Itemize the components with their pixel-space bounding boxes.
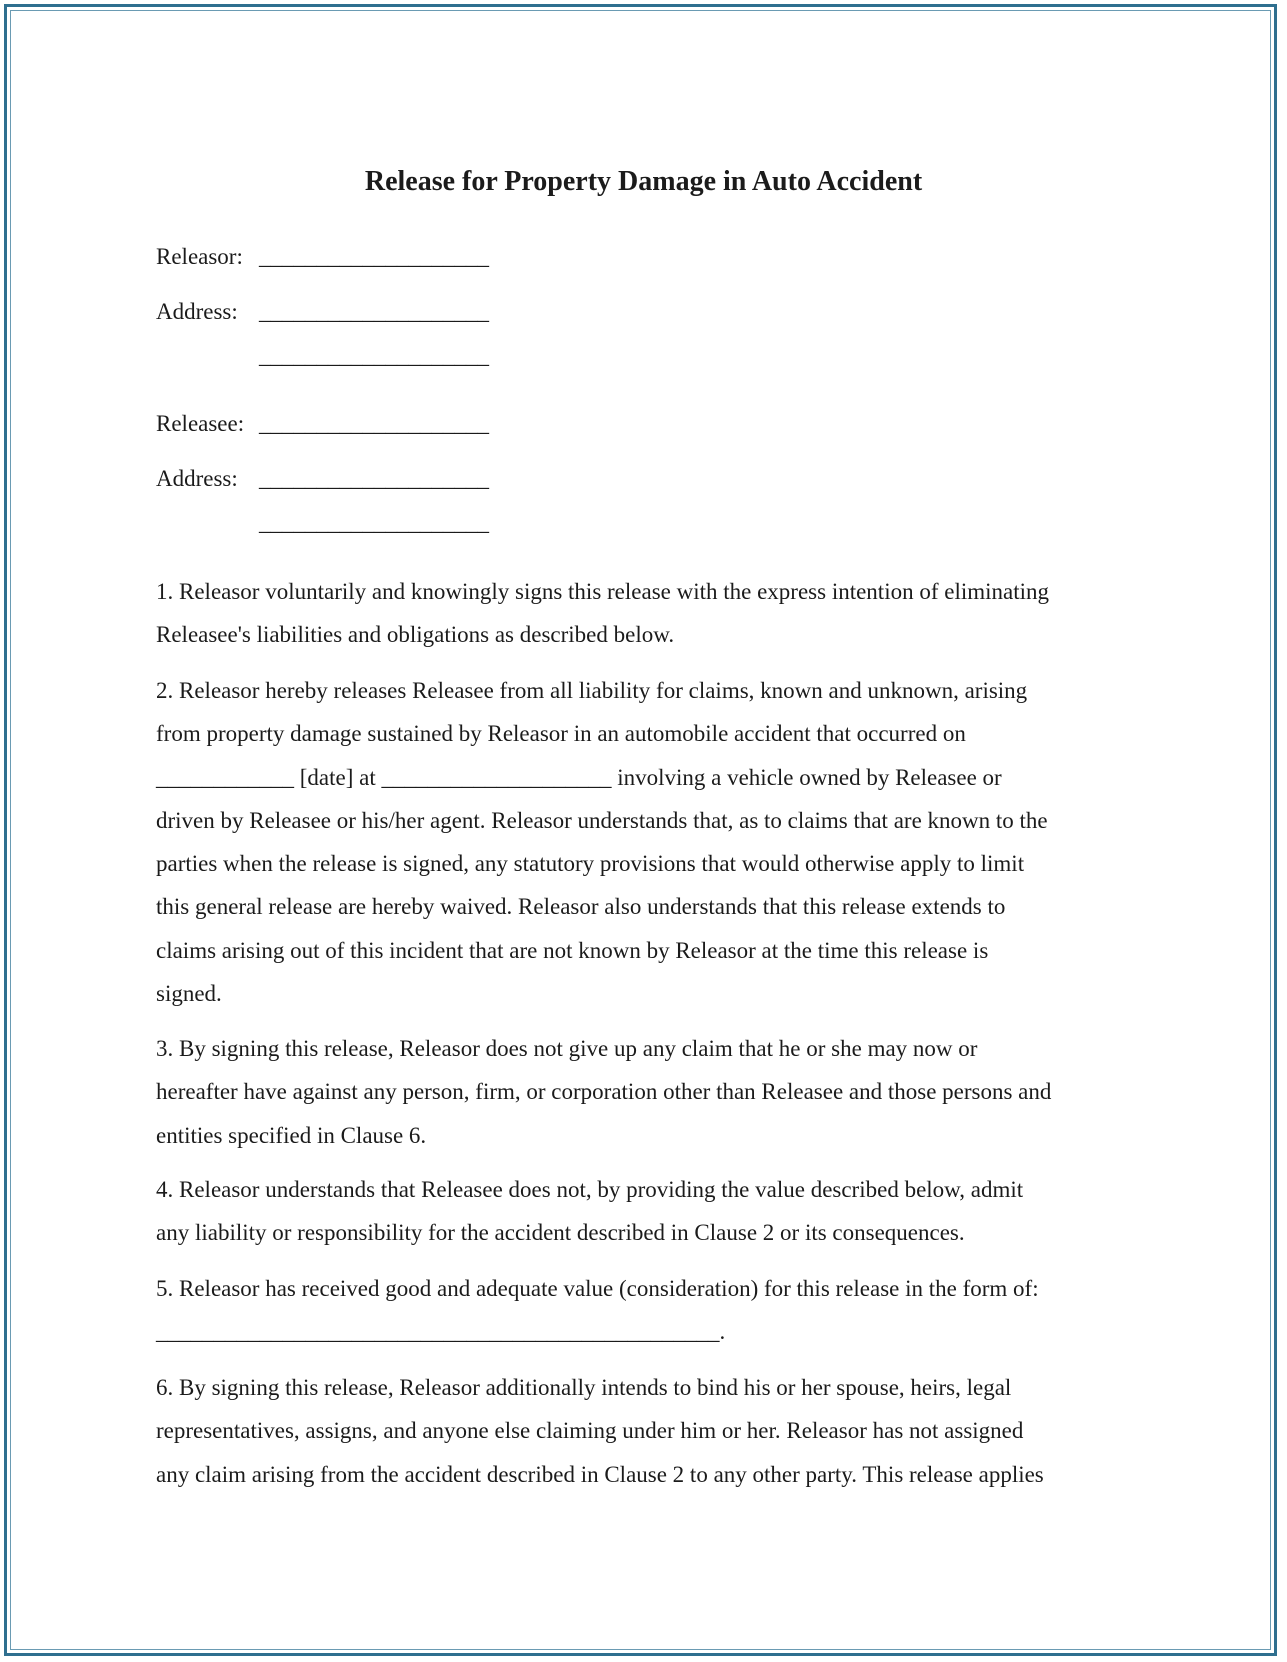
clause-5-line-1: 5. Releasor has received good and adequate value (consideration) for this release in the form of: [156, 1276, 1039, 1301]
clause-3-line-1: 3. By signing this release, Releasor does not give up any claim that he or she may now or [156, 1036, 978, 1061]
clause-5 [156, 1267, 1146, 1354]
releasee-address-blank-2: ____________________ [259, 510, 489, 535]
releasee-label: Releasee: [156, 411, 245, 436]
clause-4-line-1: 4. Releasor understands that Releasee does not, by providing the value described below, admit [156, 1177, 1024, 1202]
clause-2-line-7: claims arising out of this incident that are not known by Releasor at the time this release is [156, 937, 989, 963]
clause-6-line-3: any claim arising from the accident described in Clause 2 to any other party. This release applies [156, 1461, 1044, 1487]
clause-3 [156, 1027, 1146, 1157]
releasor-address-label: Address: [156, 299, 238, 324]
clause-4-line-2: any liability or responsibility for the accident described in Clause 2 or its consequences. [156, 1220, 965, 1246]
clause-6-line-1: 6. By signing this release, Releasor additionally intends to bind his or her spouse, heirs, legal [156, 1375, 1012, 1400]
releasor-address-blank-2: ____________________ [259, 343, 489, 368]
clause-2-line-6: this general release are hereby waived. Releasor also understands that this release extends to [156, 894, 1006, 920]
clause-3-line-2: hereafter have against any person, firm, or corporation other than Releasee and those persons and [156, 1079, 1052, 1105]
releasee-address-blank-1: ____________________ [259, 466, 489, 491]
clause-1 [156, 570, 1146, 657]
releasee-address-label: Address: [156, 466, 238, 491]
releasor-label: Releasor: [156, 244, 243, 269]
clause-2-line-3: ____________ [date] at ____________________ involving a vehicle owned by Releasee or [156, 764, 1002, 790]
clause-6-line-2: representatives, assigns, and anyone else claiming under him or her. Releasor has not assigned [156, 1418, 1024, 1444]
clause-1-line-2: Releasee's liabilities and obligations as described below. [156, 622, 675, 648]
clause-2-line-1: 2. Releasor hereby releases Releasee from all liability for claims, known and unknown, arising [156, 678, 1028, 703]
clause-2-line-4: driven by Releasee or his/her agent. Releasor understands that, as to claims that are known to the [156, 807, 1048, 833]
clause-2-line-2: from property damage sustained by Releasor in an automobile accident that occurred on [156, 721, 966, 747]
releasee-blank: ____________________ [259, 411, 489, 436]
clause-6 [156, 1366, 1146, 1496]
clause-2 [156, 669, 1146, 1015]
clause-4 [156, 1168, 1146, 1255]
releasor-blank: ____________________ [259, 244, 489, 269]
document-title: Release for Property Damage in Auto Accident [364, 166, 923, 197]
clause-5-blank-line: _________________________________________________. [156, 1319, 726, 1345]
clause-2-line-5: parties when the release is signed, any statutory provisions that would otherwise apply to limit [156, 851, 1025, 877]
releasor-address-blank-1: ____________________ [259, 299, 489, 324]
clause-1-line-1: 1. Releasor voluntarily and knowingly signs this release with the express intention of eliminating [156, 579, 1050, 604]
clause-2-line-8: signed. [156, 981, 222, 1007]
clause-3-line-3: entities specified in Clause 6. [156, 1122, 427, 1148]
